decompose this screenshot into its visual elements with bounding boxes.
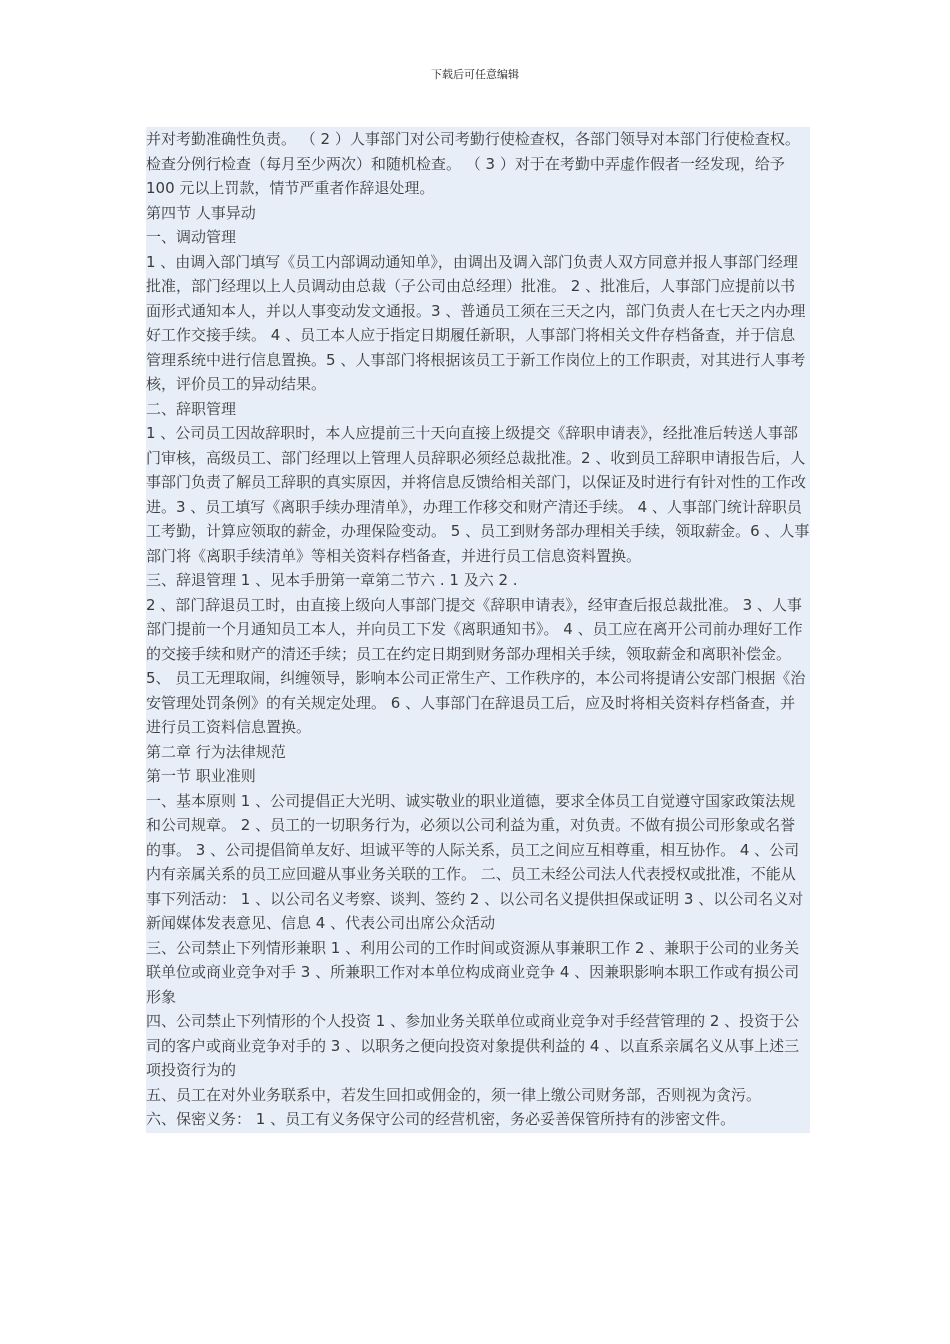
page-header: 下载后可任意编辑 [431,68,519,81]
subsection-heading: 二、辞职管理 [146,399,237,418]
paragraph: 五、员工在对外业务联系中，若发生回扣或佣金的，须一律上缴公司财务部，否则视为贪污。 [146,1085,762,1104]
paragraph: 四、公司禁止下列情形的个人投资 1 、参加业务关联单位或商业竞争对手经营管理的 2 、投资于公司的客户或商业竞争对手的 3 、以职务之便向投资对象提供利益的 4 、以直系亲属名义从事上述三项投资行为的 [146,1012,800,1079]
chapter-heading: 第二章 行为法律规范 [146,742,286,761]
paragraph: 三、公司禁止下列情形兼职 1 、利用公司的工作时间或资源从事兼职工作 2 、兼职于公司的业务关联单位或商业竞争对手 3 、所兼职工作对本单位构成商业竞争 4 、因兼职影响本职工作或有损公司形象 [146,938,800,1006]
paragraph: 六、保密义务： 1 、员工有义务保守公司的经营机密，务必妥善保管所持有的涉密文件。 [146,1110,736,1128]
paragraph: 2 、部门辞退员工时，由直接上级向人事部门提交《辞职申请表》，经审查后报总裁批准。 3 、人事部门提前一个月通知员工本人，并向员工下发《离职通知书》。 4 、员工应在离开公司前办理好工作的交接手续和财产的清还手续；员工在约定日期到财务部办理相关手续，领取薪金和离职补偿金。 5、 员工无理取闹，纠缠领导，影响本公司正常生产、工作秩序的，本公司将提请公安部门根据《治安管理处罚条例》的有关规定处理。 6 、人事部门在辞退员工后，应及时将相关资料存档备查，并进行员工资料信息置换。 [146,595,806,736]
subsection-heading: 一、调动管理 [146,228,237,246]
subsection-heading: 三、辞退管理 1 、见本手册第一章第二节六 . 1 及六 2 . [146,571,518,589]
paragraph: 1 、公司员工因故辞职时，本人应提前三十天向直接上级提交《辞职申请表》，经批准后转送人事部门审核，高级员工、部门经理以上管理人员辞职必须经总裁批准。2 、收到员工辞职申请报告后，人事部门负责了解员工辞职的真实原因，并将信息反馈给相关部门，以保证及时进行有针对性的工作改进。3 、员工填写《离职手续办理清单》，办理工作移交和财产清还手续。 4 、人事部门统计辞职员工考勤，计算应领取的薪金，办理保险变动。 5 、员工到财务部办理相关手续，领取薪金。6 、人事部门将《离职手续清单》等相关资料存档备查，并进行员工信息资料置换。 [146,424,810,565]
section-heading: 第一节 职业准则 [146,767,256,785]
section-heading: 第四节 人事异动 [146,203,256,222]
paragraph: 1 、由调入部门填写《员工内部调动通知单》，由调出及调入部门负责人双方同意并报人事部门经理批准，部门经理以上人员调动由总裁（子公司由总经理）批准。 2 、批准后，人事部门应提前以书面形式通知本人，并以人事变动发文通报。3 、普通员工须在三天之内，部门负责人在七天之内办理好工作交接手续。 4 、员工本人应于指定日期履任新职，人事部门将相关文件存档备查，并于信息管理系统中进行信息置换。5 、人事部门将根据该员工于新工作岗位上的工作职责，对其进行人事考核，评价员工的异动结果。 [146,252,806,393]
document-body [146,127,810,1133]
paragraph: 并对考勤准确性负责。 （ 2 ）人事部门对公司考勤行使检查权，各部门领导对本部门行使检查权。检查分例行检查（每月至少两次）和随机检查。 （ 3 ）对于在考勤中弄虚作假者一经发现，给予 100 元以上罚款，情节严重者作辞退处理。 [146,130,800,197]
paragraph: 一、基本原则 1 、公司提倡正大光明、诚实敬业的职业道德，要求全体员工自觉遵守国家政策法规和公司规章。 2 、员工的一切职务行为，必须以公司利益为重，对负责。不做有损公司形象或名誉的事。 3 、公司提倡简单友好、坦诚平等的人际关系，员工之间应互相尊重，相互协作。 4 、公司内有亲属关系的员工应回避从事业务关联的工作。 二、员工未经公司法人代表授权或批准，不能从事下列活动： 1 、以公司名义考察、谈判、签约 2 、以公司名义提供担保或证明 3 、以公司名义对新闻媒体发表意见、信息 4 、代表公司出席公众活动 [146,791,804,932]
